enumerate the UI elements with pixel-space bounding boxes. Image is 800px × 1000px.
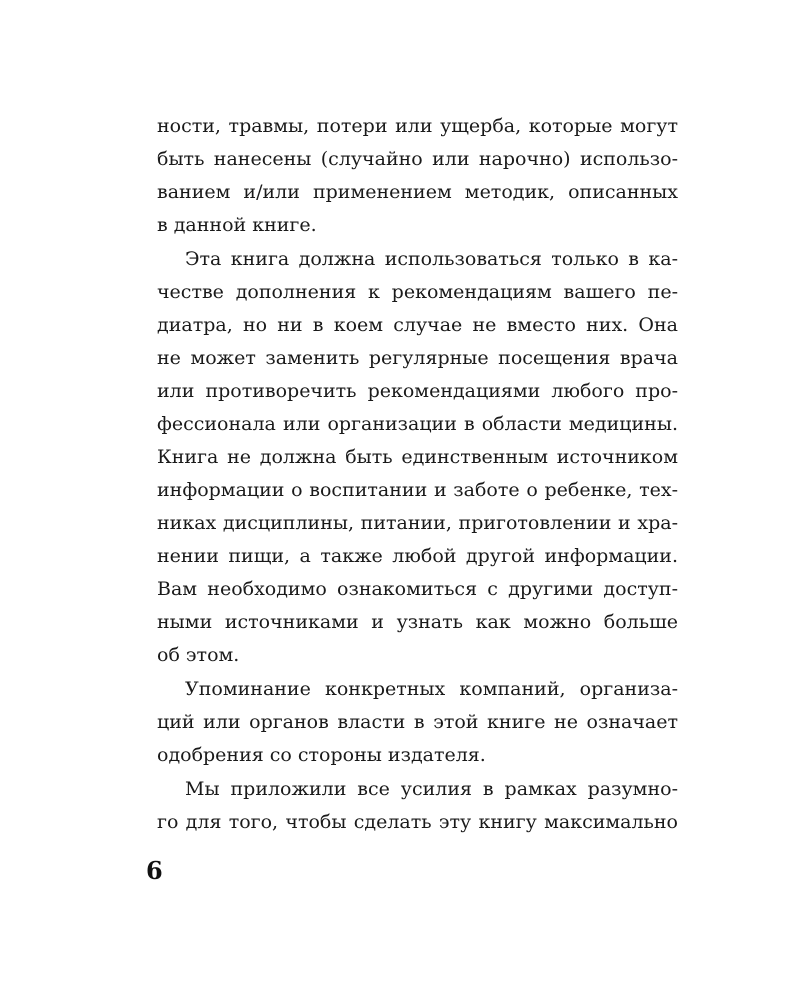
text-line: Упоминание конкретных компаний, организа- bbox=[185, 678, 678, 700]
text-line: или противоречить рекомендациями любого про- bbox=[157, 380, 678, 402]
text-line: ности, травмы, потери или ущерба, которые могут bbox=[157, 115, 678, 137]
text-line: не может заменить регулярные посещения врача bbox=[157, 347, 678, 369]
text-line: никах дисциплины, питании, приготовлении и хра- bbox=[157, 512, 678, 534]
text-line: Мы приложили все усилия в рамках разумно- bbox=[185, 778, 678, 800]
text-line: в данной книге. bbox=[157, 214, 317, 236]
text-line: одобрения со стороны издателя. bbox=[157, 744, 486, 766]
text-line: нении пищи, а также любой другой информации. bbox=[157, 545, 678, 567]
text-line: фессионала или организации в области медицины. bbox=[157, 413, 678, 435]
text-line: быть нанесены (случайно или нарочно) использо- bbox=[157, 148, 678, 170]
text-line: Эта книга должна использоваться только в ка- bbox=[185, 248, 678, 270]
text-line: Вам необходимо ознакомиться с другими доступ- bbox=[157, 578, 678, 600]
text-line: честве дополнения к рекомендациям вашего пе- bbox=[157, 281, 678, 303]
text-line: об этом. bbox=[157, 644, 240, 666]
text-line: ций или органов власти в этой книге не означает bbox=[157, 711, 678, 733]
text-line: информации о воспитании и заботе о ребенке, тех- bbox=[157, 479, 678, 501]
text-line: го для того, чтобы сделать эту книгу максимально bbox=[157, 811, 678, 833]
text-line: ванием и/или применением методик, описанных bbox=[157, 181, 678, 203]
text-line: ными источниками и узнать как можно больше bbox=[157, 611, 678, 633]
page-number: 6 bbox=[146, 856, 163, 885]
text-line: Книга не должна быть единственным источником bbox=[157, 446, 678, 468]
text-line: диатра, но ни в коем случае не вместо них. Она bbox=[157, 314, 678, 336]
